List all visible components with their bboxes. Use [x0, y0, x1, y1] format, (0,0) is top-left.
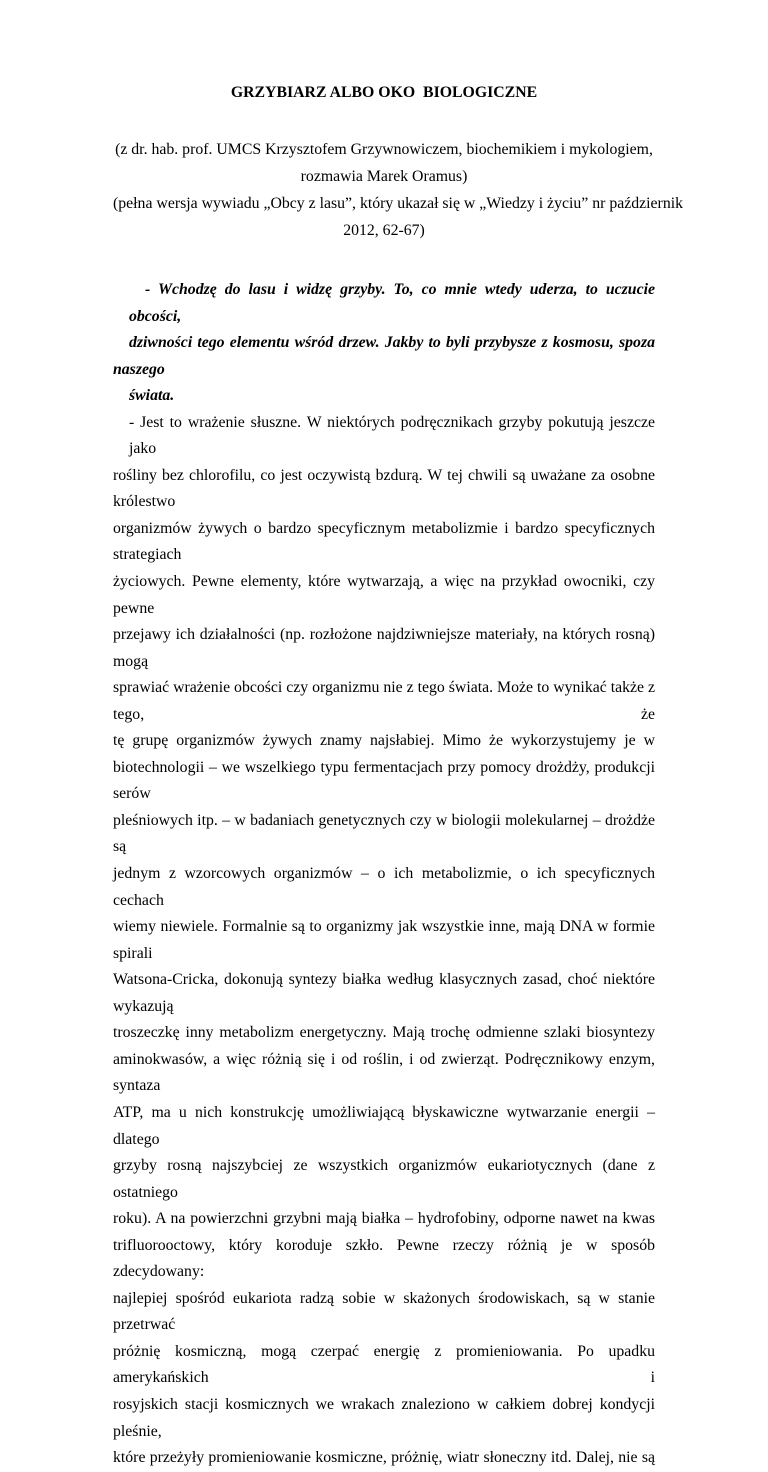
answer-line: sprawiać wrażenie obcości czy organizmu nie z tego świata. Może to wynikać także z tego, że: [113, 679, 655, 723]
answer-line: pleśniowych itp. – w badaniach genetycznych czy w biologii molekularnej – drożdże są: [113, 811, 655, 856]
answer-line: biotechnologii – we wszelkiego typu fermentacjach przy pomocy drożdży, produkcji serów: [113, 758, 655, 803]
answer-line: tę grupę organizmów żywych znamy najsłabiej. Mimo że wykorzystujemy je w: [113, 732, 655, 750]
question-line: dziwności tego elementu wśród drzew. Jakby to byli przybysze z kosmosu, spoza naszego: [113, 334, 655, 378]
answer-line: roku). A na powierzchni grzybni mają białka – hydrofobiny, odporne nawet na kwas: [113, 1210, 655, 1228]
answer-line: przejawy ich działalności (np. rozłożone najdziwniejsze materiały, na których rosną) mogą: [113, 626, 655, 670]
answer-line: troszeczkę inny metabolizm energetyczny. Mają trochę odmienne szlaki biosyntezy: [113, 1024, 655, 1042]
interview-answer: [113, 410, 655, 1472]
document-title: GRZYBIARZ ALBO OKO BIOLOGICZNE: [230, 84, 538, 101]
answer-line: ATP, ma u nich konstrukcję umożliwiającą błyskawiczne wytwarzanie energii – dlatego: [113, 1103, 655, 1148]
answer-line: jednym z wzorcowych organizmów – o ich metabolizmie, o ich specyficznych cechach: [113, 865, 655, 909]
answer-line: próżnię kosmiczną, mogą czerpać energię z promieniowania. Po upadku amerykańskich i: [113, 1342, 655, 1387]
answer-line: które przeżyły promieniowanie kosmiczne, próżnię, wiatr słoneczny itd. Dalej, nie są: [113, 1449, 655, 1467]
intro-line: (z dr. hab. prof. UMCS Krzysztofem Grzywnowiczem, biochemikiem i mykologiem,: [115, 141, 653, 158]
answer-line: - Jest to wrażenie słuszne. W niektórych podręcznikach grzyby pokutują jeszcze jako: [129, 413, 655, 458]
question-line: świata.: [129, 387, 175, 405]
question-line: - Wchodzę do lasu i widzę grzyby. To, co mnie wtedy uderza, to uczucie obcości,: [129, 281, 655, 325]
intro-line: (pełna wersja wywiadu „Obcy z lasu”, który ukazał się w „Wiedzy i życiu” nr październik: [113, 195, 684, 212]
answer-line: rosyjskich stacji kosmicznych we wrakach znaleziono w całkiem dobrej kondycji pleśnie,: [113, 1395, 655, 1440]
answer-line: aminokwasów, a więc różnią się i od roślin, i od zwierząt. Podręcznikowy enzym, syntaza: [113, 1050, 655, 1095]
answer-line: wiemy niewiele. Formalnie są to organizmy jak wszystkie inne, mają DNA w formie spirali: [113, 918, 655, 962]
intro-line: 2012, 62-67): [343, 222, 425, 239]
answer-line: rośliny bez chlorofilu, co jest oczywistą bzdurą. W tej chwili są uważane za osobne królestwo: [113, 466, 655, 511]
answer-line: najlepiej spośród eukariota radzą sobie w skażonych środowiskach, są w stanie przetrwać: [113, 1289, 655, 1334]
answer-line: życiowych. Pewne elementy, które wytwarzają, a więc na przykład owocniki, czy pewne: [113, 573, 655, 617]
answer-line: Watsona-Cricka, dokonują syntezy białka według klasycznych zasad, choć niektóre wykazują: [113, 971, 655, 1015]
answer-line: organizmów żywych o bardzo specyficznym metabolizmie i bardzo specyficznych strategiach: [113, 519, 655, 564]
interview-intro: [113, 136, 684, 244]
interview-question: [113, 277, 655, 410]
intro-line: rozmawia Marek Oramus): [300, 168, 468, 185]
answer-line: trifluorooctowy, który koroduje szkło. Pewne rzeczy różnią je w sposób zdecydowany:: [113, 1236, 655, 1281]
answer-line: grzyby rosną najszybciej ze wszystkich organizmów eukariotycznych (dane z ostatniego: [113, 1157, 655, 1201]
